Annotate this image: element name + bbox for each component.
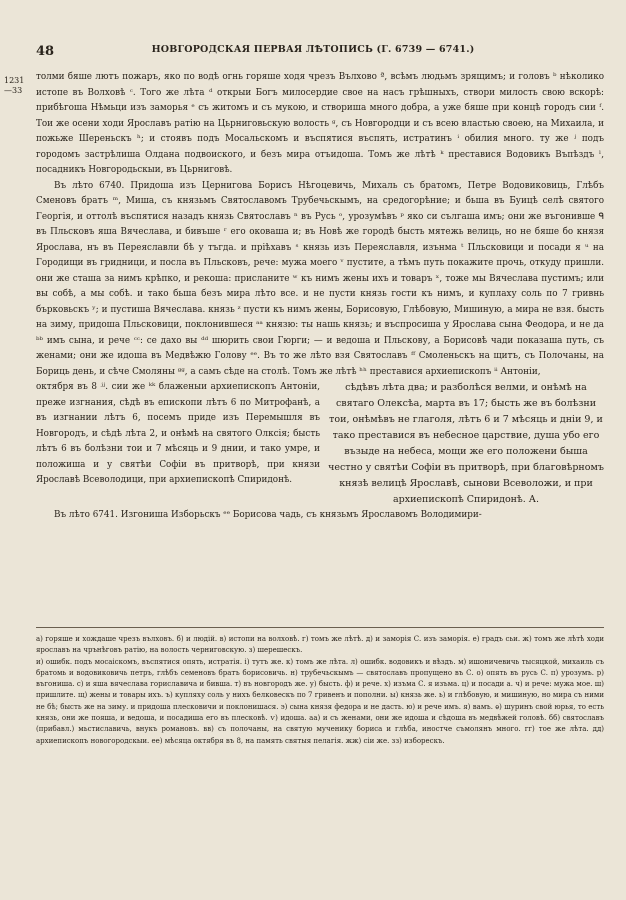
left-column [36, 380, 320, 489]
footnote-block: а) горяше и хождаше чрезъ вълховъ. б) и людій. в) истопи на волховѣ. г) томъ же лѣтѣ. д) и заморія С. изъ заморія. е) градъ сьи. ж) томъ же лѣтѣ ходи ярославъ на чрънѣговъ ратію, на волость черниговскую. з) шерешескъ. [36, 635, 604, 655]
paragraph-left-column: октября въ 8 ʲʲ. сии же ᵏᵏ блаженыи архиепископъ Антоніи, преже изгнания, сѣдѣ въ епископи лѣтъ 6 по Митрофанѣ, а въ изгнании лѣтъ 6, посемъ приде изъ Перемышля въ Новгородъ, и сѣдѣ лѣта 2, и онѣмѣ на святого Олксія; бысть лѣтъ 6 въ болѣзни тои и 7 мѣсяць и 9 днии, и тако умре, и положиша и у святѣи Софіи въ притворѣ, при князи Ярославѣ Всеволодици, при архиепископѣ Спиридонѣ. [36, 382, 320, 485]
footnote-divider [36, 627, 604, 628]
margin-year-range [4, 76, 32, 96]
running-title: НОВГОРОДСКАЯ ПЕРВАЯ ЛѢТОПИСЬ (Г. 6739 — 6741.) [151, 44, 475, 55]
two-column-section [36, 380, 604, 508]
paragraph-year-6741: Въ лѣто 6741. Изгониша Изборьскъ ᵉᵉ Борисова чадь, съ князьмъ Ярославомъ Володимири- [54, 510, 482, 520]
page-header [0, 44, 626, 62]
paragraph-right-column: сѣдѣвъ лѣта два; и разболѣся велми, и онѣмѣ на святаго Олексѣа, марта въ 17; бысть же въ болѣзни тои, онѣмѣвъ не глаголя, лѣтъ 6 и 7 мѣсяць и днiи 9, и тако преставися въ небесное царствие, душа убо его възыде на небеса, мощи же его положени быша честно у святѣи Софіи въ притворѣ, при благовѣрномъ князѣ велицѣ Ярославѣ, сынови Всеволожи, и при архиепископѣ Спиридонѣ. А. [328, 382, 604, 505]
paragraph-year-6740: Въ лѣто 6740. Придоша изъ Цернигова Борисъ Нѣгоцевичь, Михаль съ братомъ, Петре Водовиковиць, Глѣбъ Сменовъ братъ ᵐ, Мишa, съ князьмъ Святославомъ Трубечьскымъ, на средогорѣние; и бьша въ Буицѣ селѣ святого Георгія, и оттолѣ въспятися назадъ князь Святославъ ⁿ въ Русь ᵒ, урозумѣвъ ᵖ яко си сългаша имъ; они же въгонивше ᑫ въ Пльсковъ яша Вячеслава, и бивъше ʳ его оковаша и; въ Новѣ же городѣ бысть мятежь велиць, но не бяше бо князя Ярослава, нъ въ Переяславли бѣ у тъгда. и прiѣхавъ ˢ князь изъ Переяславля, изънма ᵗ Пльсковици и посади я ᵘ на Городищи въ гридници, и посла въ Пльсковъ, рече: мужа моего ᵛ пустите, а тѣмъ путь покажите прочь, откуду пришли. они же сташа за нимъ крѣпко, и рекоша: присланите ʷ къ нимъ жены ихъ и товаръ ˣ, тоже мы Вячеслава пустимъ; или вы собѣ, а мы собѣ. и тако бьша безъ мира лѣто все. и не пусти князь гости къ нимъ, и куплаху соль по 7 гривнь бърковьскъ ʸ; и пустиша Вячеслава. князь ᶻ пусти къ нимъ жены, Борисовую, Глѣбовую, Мишиную, а мира не взя. бысть на зиму, придоша Пльсковици, поклонившеся ᵃᵃ князю: ты нашь князь; и въспросиша у Ярослава сына Феодора, и не да ᵇᵇ имъ сына, и рече ᶜᶜ: се дахо вы ᵈᵈ шюрить свои Гюрги; — и ведоша и Пльскову, а Борисовѣ чади показаша путь, съ женами; они же идоша въ Медвѣжю Голову ᵉᵉ. Въ то же лѣто взя Святославъ ᶠᶠ Смоленьскъ на щитъ, съ Полочаны, на Бориць день, и сѣче Смоляны ᵍᵍ, а самъ сѣде на столѣ. Томъ же лѣтѣ ʰʰ преставися архиепископъ ⁱⁱ Антоніи, [36, 180, 604, 377]
page-number: 48 [36, 44, 55, 59]
footnote-block: и) ошибк. подъ мосаіскомъ, въспятися опять, истратія. і) тутъ же. к) томъ же лѣта. л) ошибк. водовикъ и вѣздъ. м) ишоничевичь тысяцкой, михаиль съ братомь и водовиковичь петръ, глѣбъ семеновъ братъ борисовичь. н) трубечьскымъ — святославъ пропущено въ С. о) опять въ русь С. п) урозумъ. р) въгониша. с) и яша вячеслава гориславича и бивша. т) въ новгородъ же. у) бысть. ф) и рече. х) изъма С. я изъма. ц) и посади а. ч) и рече: мужа мое. ш) пришлите. щ) жены и товары ихъ. ъ) купляху соль у нихъ белковескъ по 7 гривенъ и пополни. ы) князь же. ь) и глѣбовую, и мишиную, но мира съ ними не бѣ; бысть же на зиму. и придоша плесковичи и поклонишася. э) сына князя федора и не дасть. ю) и рече имъ. я) вамъ. ѳ) шуринъ свой юрья, то есть князь, они же пояша, и ведоша, и посадиша его въ плесковѣ. ѵ) идоша. аа) и съ женами, они же идоша и сѣдоша въ медвѣжей головѣ. бб) святославъ (прибавл.) мьстиславичь, внукъ романовъ. вв) съ полочаны, на святую мученику бориса и глѣба, иностче съмолянъ много. гг) тое же лѣта. дд) архиепископъ новогородскыи. ее) мѣсяца октября въ 8, на память святыя пелагія. жж) сіи же. зз) изборескъ. [36, 657, 604, 745]
margin-year-end: —33 [4, 86, 23, 95]
right-column-variant [328, 380, 604, 508]
paragraph-intro: толми бяше лютъ пожаръ, яко по водѣ огнь горяше ходя чрезъ Вълхово ª, всѣмъ людьмъ зрящимъ; и головъ ᵇ нѣколико истопе въ Волховѣ ᶜ. Того же лѣта ᵈ открыи Богъ милосердие свое на насъ грѣшныхъ, створи милость свою вскорѣ: прибѣгоша Нѣмьци изъ заморья ᵉ съ житомъ и съ мукою, и створиша много добра, а уже бяше при концѣ городъ сии ᶠ. Тои же осени ходи Ярославъ ратію на Цьрниговьскую волость ᵍ, съ Новгородци и съ всею властью своею, на Михаила, и пожьже Шереньскъ ʰ; и стоявъ подъ Мосальскомъ и въспятися въспять, истратинъ ⁱ обилия много. ту же ʲ подъ городомъ застрѣлиша Олдана подвоиского, и безъ мира отъидоша. Томъ же лѣтѣ ᵏ преставися Водовикъ Въпѣздъ ˡ, посадникъ Новгородьскыи, въ Цьрниговѣ. [36, 72, 604, 175]
margin-year-start: 1231 [4, 76, 25, 85]
footnotes [36, 634, 604, 747]
chronicle-text [36, 70, 604, 524]
